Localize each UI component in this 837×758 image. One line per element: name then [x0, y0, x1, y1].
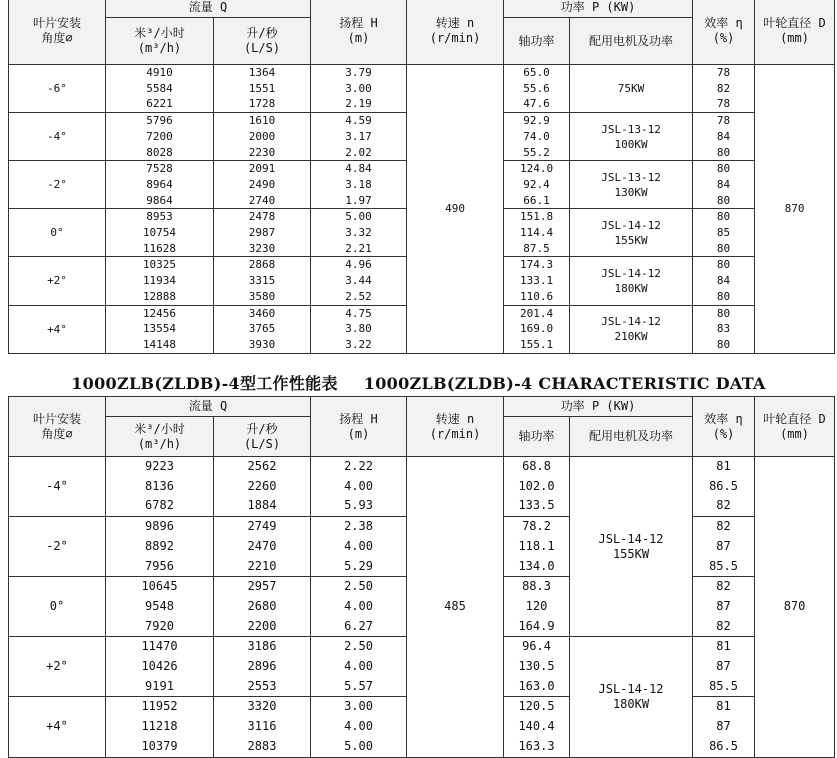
efficiency-cell-value: 82 [716, 498, 731, 513]
shaft-power-cell-value: 201.4 [519, 306, 554, 320]
flow-m3h-cell-value: 11628 [142, 241, 177, 255]
efficiency-cell-value: 85 [716, 226, 731, 240]
head-cell-value: 3.79 [345, 66, 372, 79]
shaft-power-cell [504, 577, 570, 637]
head-cell-value: 5.00 [344, 738, 373, 753]
header-power: 功率 P (KW) [504, 397, 693, 417]
efficiency-cell-value: 81 [716, 459, 731, 473]
header-angle: 叶片安装 角度⌀ [9, 0, 106, 65]
efficiency-cell [693, 457, 755, 517]
head-cell [311, 637, 407, 697]
head-cell-value: 3.22 [345, 337, 372, 351]
motor-cell-value: 130KW [614, 185, 648, 199]
shaft-power-cell-value: 92.4 [523, 177, 550, 191]
flow-ls-cell-value: 2230 [248, 145, 276, 159]
shaft-power-cell [504, 113, 570, 161]
head-cell [311, 65, 407, 113]
table-row [9, 457, 835, 517]
flow-ls-cell-value: 3315 [248, 274, 276, 288]
flow-m3h-cell-value: 9896 [145, 519, 174, 534]
shaft-power-cell-value: 120.5 [518, 699, 555, 714]
flow-m3h-cell-value: 9223 [145, 459, 174, 473]
efficiency-cell-value: 78 [716, 66, 731, 79]
flow-ls-cell-value: 1610 [248, 114, 276, 128]
head-cell [311, 161, 407, 209]
header-flow: 流量 Q [106, 397, 311, 417]
speed-cell: 485 [407, 457, 504, 758]
flow-m3h-cell-value: 6221 [146, 97, 173, 111]
shaft-power-cell-value: 110.6 [519, 289, 554, 303]
characteristic-table-1 [8, 0, 835, 354]
flow-m3h-cell-value: 10379 [141, 738, 178, 753]
head-cell-value: 2.50 [344, 639, 373, 654]
efficiency-cell [693, 517, 755, 577]
shaft-power-cell-value: 47.6 [523, 97, 550, 111]
motor-cell-value: JSL-14-12 [598, 681, 664, 696]
head-cell-value: 6.27 [344, 618, 373, 633]
angle-cell: -2° [9, 161, 106, 209]
header-motor-power: 配用电机及功率 [570, 18, 693, 65]
diameter-cell: 870 [755, 65, 835, 354]
header-motor-power: 配用电机及功率 [570, 417, 693, 457]
motor-cell [570, 209, 693, 257]
shaft-power-cell-value: 163.0 [518, 678, 555, 693]
flow-ls-cell-value: 2091 [248, 162, 276, 176]
efficiency-cell [693, 637, 755, 697]
motor-cell-value: JSL-14-12 [601, 315, 661, 329]
head-cell-value: 2.02 [345, 145, 372, 159]
efficiency-cell-value: 85.5 [709, 558, 738, 573]
flow-ls-cell-value: 3930 [248, 337, 276, 351]
shaft-power-cell [504, 65, 570, 113]
flow-m3h-cell-value: 10325 [142, 258, 177, 272]
flow-ls-cell-value: 3116 [247, 719, 277, 734]
efficiency-cell-value: 84 [716, 177, 731, 191]
head-cell-value: 4.59 [345, 114, 372, 128]
head-cell-value: 4.00 [344, 478, 373, 493]
efficiency-cell [693, 697, 755, 757]
shaft-power-cell-value: 118.1 [518, 538, 555, 553]
flow-m3h-cell [106, 637, 214, 697]
motor-cell-value: 155KW [614, 233, 648, 247]
motor-cell [570, 65, 693, 113]
flow-ls-cell-value: 3230 [248, 241, 276, 255]
header-head: 扬程 H (m) [311, 397, 407, 457]
flow-ls-cell [214, 113, 311, 161]
shaft-power-cell-value: 114.4 [519, 226, 554, 240]
flow-ls-cell [214, 517, 311, 577]
motor-cell-value: 180KW [614, 281, 648, 295]
flow-m3h-cell-value: 13554 [142, 322, 177, 336]
efficiency-cell [693, 577, 755, 637]
angle-cell: +2° [9, 637, 106, 697]
head-cell-value: 3.00 [345, 81, 372, 95]
head-cell-value: 2.38 [344, 519, 373, 534]
flow-m3h-cell-value: 6782 [145, 498, 174, 513]
shaft-power-cell-value: 164.9 [518, 618, 555, 633]
flow-ls-cell-value: 2200 [247, 618, 277, 633]
head-cell-value: 5.00 [345, 210, 372, 224]
flow-m3h-cell-value: 7200 [146, 129, 173, 143]
shaft-power-cell-value: 155.1 [519, 337, 554, 351]
head-cell-value: 4.75 [345, 306, 372, 320]
flow-m3h-cell [106, 113, 214, 161]
header-efficiency: 效率 η (%) [693, 397, 755, 457]
efficiency-cell-value: 82 [716, 618, 731, 633]
flow-ls-cell-value: 2210 [247, 558, 277, 573]
angle-cell: +2° [9, 257, 106, 305]
efficiency-cell [693, 257, 755, 305]
efficiency-cell-value: 78 [716, 97, 731, 111]
flow-ls-cell [214, 577, 311, 637]
flow-m3h-cell [106, 517, 214, 577]
flow-m3h-cell-value: 7528 [146, 162, 173, 176]
efficiency-cell [693, 113, 755, 161]
flow-ls-cell-value: 2740 [248, 193, 276, 207]
motor-cell [570, 305, 693, 353]
flow-ls-cell-value: 3460 [248, 306, 276, 320]
flow-ls-cell-value: 2868 [248, 258, 276, 272]
shaft-power-cell-value: 66.1 [523, 193, 550, 207]
flow-ls-cell [214, 305, 311, 353]
flow-ls-cell [214, 697, 311, 757]
flow-ls-cell-value: 2562 [247, 459, 277, 473]
angle-cell: 0° [9, 577, 106, 637]
efficiency-cell-value: 84 [716, 129, 731, 143]
flow-ls-cell [214, 257, 311, 305]
header-flow-m3h: 米³/小时 (m³/h) [106, 18, 214, 65]
flow-m3h-cell-value: 8953 [146, 210, 173, 224]
flow-m3h-cell [106, 697, 214, 757]
shaft-power-cell-value: 133.5 [518, 498, 555, 513]
flow-ls-cell-value: 1551 [248, 81, 276, 95]
efficiency-cell-value: 85.5 [709, 678, 738, 693]
head-cell-value: 4.00 [344, 598, 373, 613]
efficiency-cell-value: 82 [716, 579, 731, 594]
efficiency-cell-value: 80 [716, 162, 731, 176]
shaft-power-cell-value: 96.4 [522, 639, 551, 654]
flow-ls-cell-value: 2896 [247, 659, 277, 674]
head-cell [311, 257, 407, 305]
table-2-title-zh: 1000ZLB(ZLDB)-4型工作性能表 [71, 374, 338, 393]
flow-m3h-cell [106, 257, 214, 305]
shaft-power-cell-value: 88.3 [522, 579, 551, 594]
head-cell-value: 4.96 [345, 258, 372, 272]
motor-cell [570, 113, 693, 161]
head-cell-value: 2.19 [345, 97, 372, 111]
efficiency-cell-value: 80 [716, 337, 731, 351]
flow-ls-cell-value: 2987 [248, 226, 276, 240]
head-cell-value: 3.80 [345, 322, 372, 336]
flow-ls-cell-value: 2490 [248, 177, 276, 191]
head-cell-value: 3.17 [345, 129, 372, 143]
motor-cell-value: JSL-13-12 [601, 170, 661, 184]
shaft-power-cell [504, 697, 570, 757]
efficiency-cell-value: 80 [716, 258, 731, 272]
shaft-power-cell [504, 305, 570, 353]
flow-m3h-cell-value: 8964 [146, 177, 173, 191]
head-cell [311, 697, 407, 757]
shaft-power-cell [504, 517, 570, 577]
flow-ls-cell-value: 1728 [248, 97, 276, 111]
head-cell-value: 5.93 [344, 498, 373, 513]
flow-ls-cell [214, 209, 311, 257]
characteristic-table-2 [8, 396, 835, 758]
flow-ls-cell-value: 2957 [247, 579, 277, 594]
motor-cell [570, 257, 693, 305]
head-cell [311, 305, 407, 353]
table-2-title-en: 1000ZLB(ZLDB)-4 CHARACTERISTIC DATA [363, 374, 766, 393]
shaft-power-cell-value: 68.8 [522, 459, 551, 473]
motor-cell-value: 100KW [614, 137, 648, 151]
head-cell-value: 3.00 [344, 699, 373, 714]
flow-m3h-cell-value: 9548 [145, 598, 174, 613]
header-head: 扬程 H (m) [311, 0, 407, 65]
shaft-power-cell [504, 161, 570, 209]
shaft-power-cell-value: 55.6 [523, 81, 550, 95]
head-cell [311, 577, 407, 637]
flow-ls-cell [214, 161, 311, 209]
flow-ls-cell-value: 3765 [248, 322, 276, 336]
shaft-power-cell-value: 92.9 [523, 114, 550, 128]
efficiency-cell-value: 84 [716, 274, 731, 288]
efficiency-cell-value: 80 [716, 193, 731, 207]
head-cell-value: 2.50 [344, 579, 373, 594]
efficiency-cell-value: 80 [716, 145, 731, 159]
shaft-power-cell-value: 102.0 [518, 478, 555, 493]
head-cell-value: 5.57 [344, 678, 373, 693]
flow-ls-cell-value: 3580 [248, 289, 276, 303]
flow-m3h-cell-value: 5584 [146, 81, 173, 95]
shaft-power-cell-value: 169.0 [519, 322, 554, 336]
shaft-power-cell-value: 120 [525, 598, 548, 613]
flow-m3h-cell-value: 10754 [142, 226, 177, 240]
angle-cell: 0° [9, 209, 106, 257]
efficiency-cell-value: 87 [716, 598, 731, 613]
header-diameter: 叶轮直径 D (mm) [755, 397, 835, 457]
efficiency-cell [693, 65, 755, 113]
flow-m3h-cell-value: 11218 [141, 719, 178, 734]
flow-ls-cell-value: 2470 [247, 538, 277, 553]
shaft-power-cell-value: 163.3 [518, 738, 555, 753]
efficiency-cell-value: 80 [716, 210, 731, 224]
efficiency-cell [693, 161, 755, 209]
shaft-power-cell-value: 87.5 [523, 241, 550, 255]
motor-cell-value: JSL-14-12 [601, 218, 661, 232]
angle-cell: -4° [9, 113, 106, 161]
efficiency-cell-value: 87 [716, 719, 731, 734]
angle-cell: -2° [9, 517, 106, 577]
flow-ls-cell-value: 2553 [247, 678, 277, 693]
efficiency-cell [693, 209, 755, 257]
flow-m3h-cell [106, 209, 214, 257]
shaft-power-cell-value: 65.0 [523, 66, 550, 79]
head-cell-value: 1.97 [345, 193, 372, 207]
head-cell [311, 209, 407, 257]
flow-ls-cell-value: 2749 [247, 519, 277, 534]
flow-ls-cell-value: 1884 [247, 498, 277, 513]
flow-ls-cell-value: 3186 [247, 639, 277, 654]
flow-m3h-cell [106, 305, 214, 353]
header-flow: 流量 Q [106, 0, 311, 18]
flow-m3h-cell-value: 11952 [141, 699, 178, 714]
diameter-cell: 870 [755, 457, 835, 758]
motor-cell [570, 637, 693, 757]
efficiency-cell-value: 86.5 [709, 478, 738, 493]
header-speed: 转速 n (r/min) [407, 397, 504, 457]
flow-ls-cell [214, 65, 311, 113]
shaft-power-cell-value: 78.2 [522, 519, 551, 534]
head-cell-value: 2.52 [345, 289, 372, 303]
motor-cell [570, 457, 693, 637]
efficiency-cell-value: 81 [716, 699, 731, 714]
motor-cell-value: JSL-14-12 [601, 266, 661, 280]
flow-ls-cell-value: 1364 [248, 66, 276, 79]
header-power: 功率 P (KW) [504, 0, 693, 18]
efficiency-cell-value: 78 [716, 114, 731, 128]
flow-m3h-cell [106, 457, 214, 517]
head-cell [311, 457, 407, 517]
flow-m3h-cell-value: 8136 [145, 478, 174, 493]
angle-cell: +4° [9, 697, 106, 757]
flow-ls-cell [214, 637, 311, 697]
efficiency-cell-value: 87 [716, 659, 731, 674]
efficiency-cell-value: 83 [716, 322, 731, 336]
motor-cell-value: 75KW [617, 82, 645, 96]
efficiency-cell-value: 80 [716, 289, 731, 303]
flow-ls-cell-value: 2680 [247, 598, 277, 613]
angle-cell: -6° [9, 65, 106, 113]
motor-cell-value: 155KW [612, 546, 650, 561]
shaft-power-cell [504, 257, 570, 305]
speed-cell: 490 [407, 65, 504, 354]
head-cell-value: 2.21 [345, 241, 372, 255]
header-shaft-power: 轴功率 [504, 18, 570, 65]
table-row [9, 65, 835, 113]
flow-ls-cell-value: 2000 [248, 129, 276, 143]
efficiency-cell-value: 82 [716, 81, 731, 95]
flow-m3h-cell [106, 577, 214, 637]
header-flow-ls: 升/秒 (L/S) [214, 417, 311, 457]
header-flow-ls: 升/秒 (L/S) [214, 18, 311, 65]
flow-m3h-cell-value: 9191 [145, 678, 174, 693]
table-2-title [0, 371, 837, 394]
flow-ls-cell-value: 3320 [247, 699, 277, 714]
shaft-power-cell [504, 209, 570, 257]
shaft-power-cell-value: 151.8 [519, 210, 554, 224]
head-cell-value: 4.00 [344, 659, 373, 674]
efficiency-cell-value: 86.5 [709, 738, 738, 753]
header-diameter: 叶轮直径 D (mm) [755, 0, 835, 65]
flow-ls-cell-value: 2883 [247, 738, 277, 753]
efficiency-cell [693, 305, 755, 353]
shaft-power-cell-value: 124.0 [519, 162, 554, 176]
motor-cell-value: 180KW [612, 696, 650, 711]
head-cell-value: 4.00 [344, 538, 373, 553]
efficiency-cell-value: 81 [716, 639, 731, 654]
efficiency-cell-value: 80 [716, 306, 731, 320]
efficiency-cell-value: 80 [716, 241, 731, 255]
shaft-power-cell-value: 55.2 [523, 145, 550, 159]
header-flow-m3h: 米³/小时 (m³/h) [106, 417, 214, 457]
shaft-power-cell-value: 174.3 [519, 258, 554, 272]
motor-cell-value: JSL-13-12 [601, 122, 661, 136]
motor-cell-value: 210KW [614, 330, 648, 344]
flow-m3h-cell-value: 12888 [142, 289, 177, 303]
head-cell-value: 3.32 [345, 226, 372, 240]
shaft-power-cell-value: 74.0 [523, 129, 550, 143]
shaft-power-cell [504, 637, 570, 697]
angle-cell: +4° [9, 305, 106, 353]
flow-m3h-cell-value: 4910 [146, 66, 173, 79]
flow-m3h-cell-value: 11470 [141, 639, 178, 654]
header-efficiency: 效率 η (%) [693, 0, 755, 65]
header-shaft-power: 轴功率 [504, 417, 570, 457]
flow-m3h-cell-value: 11934 [142, 274, 177, 288]
flow-ls-cell-value: 2478 [248, 210, 276, 224]
head-cell [311, 517, 407, 577]
shaft-power-cell-value: 134.0 [518, 558, 555, 573]
header-speed: 转速 n (r/min) [407, 0, 504, 65]
shaft-power-cell-value: 140.4 [518, 719, 555, 734]
head-cell-value: 3.18 [345, 177, 372, 191]
header-angle: 叶片安装 角度⌀ [9, 397, 106, 457]
efficiency-cell-value: 82 [716, 519, 731, 534]
shaft-power-cell-value: 130.5 [518, 659, 555, 674]
motor-cell-value: JSL-14-12 [598, 531, 664, 546]
angle-cell: -4° [9, 457, 106, 517]
head-cell-value: 2.22 [344, 459, 373, 473]
flow-m3h-cell-value: 12456 [142, 306, 177, 320]
shaft-power-cell [504, 457, 570, 517]
flow-m3h-cell-value: 8028 [146, 145, 173, 159]
flow-m3h-cell [106, 161, 214, 209]
flow-m3h-cell-value: 7920 [145, 618, 174, 633]
flow-m3h-cell-value: 9864 [146, 193, 173, 207]
efficiency-cell-value: 87 [716, 538, 731, 553]
flow-m3h-cell [106, 65, 214, 113]
head-cell-value: 3.44 [345, 274, 372, 288]
flow-m3h-cell-value: 10426 [141, 659, 178, 674]
flow-m3h-cell-value: 8892 [145, 538, 174, 553]
head-cell-value: 5.29 [344, 558, 373, 573]
head-cell-value: 4.84 [345, 162, 372, 176]
flow-ls-cell [214, 457, 311, 517]
flow-m3h-cell-value: 5796 [146, 114, 173, 128]
motor-cell [570, 161, 693, 209]
flow-m3h-cell-value: 14148 [142, 337, 177, 351]
head-cell [311, 113, 407, 161]
flow-m3h-cell-value: 7956 [145, 558, 174, 573]
flow-ls-cell-value: 2260 [247, 478, 277, 493]
head-cell-value: 4.00 [344, 719, 373, 734]
flow-m3h-cell-value: 10645 [141, 579, 178, 594]
shaft-power-cell-value: 133.1 [519, 274, 554, 288]
